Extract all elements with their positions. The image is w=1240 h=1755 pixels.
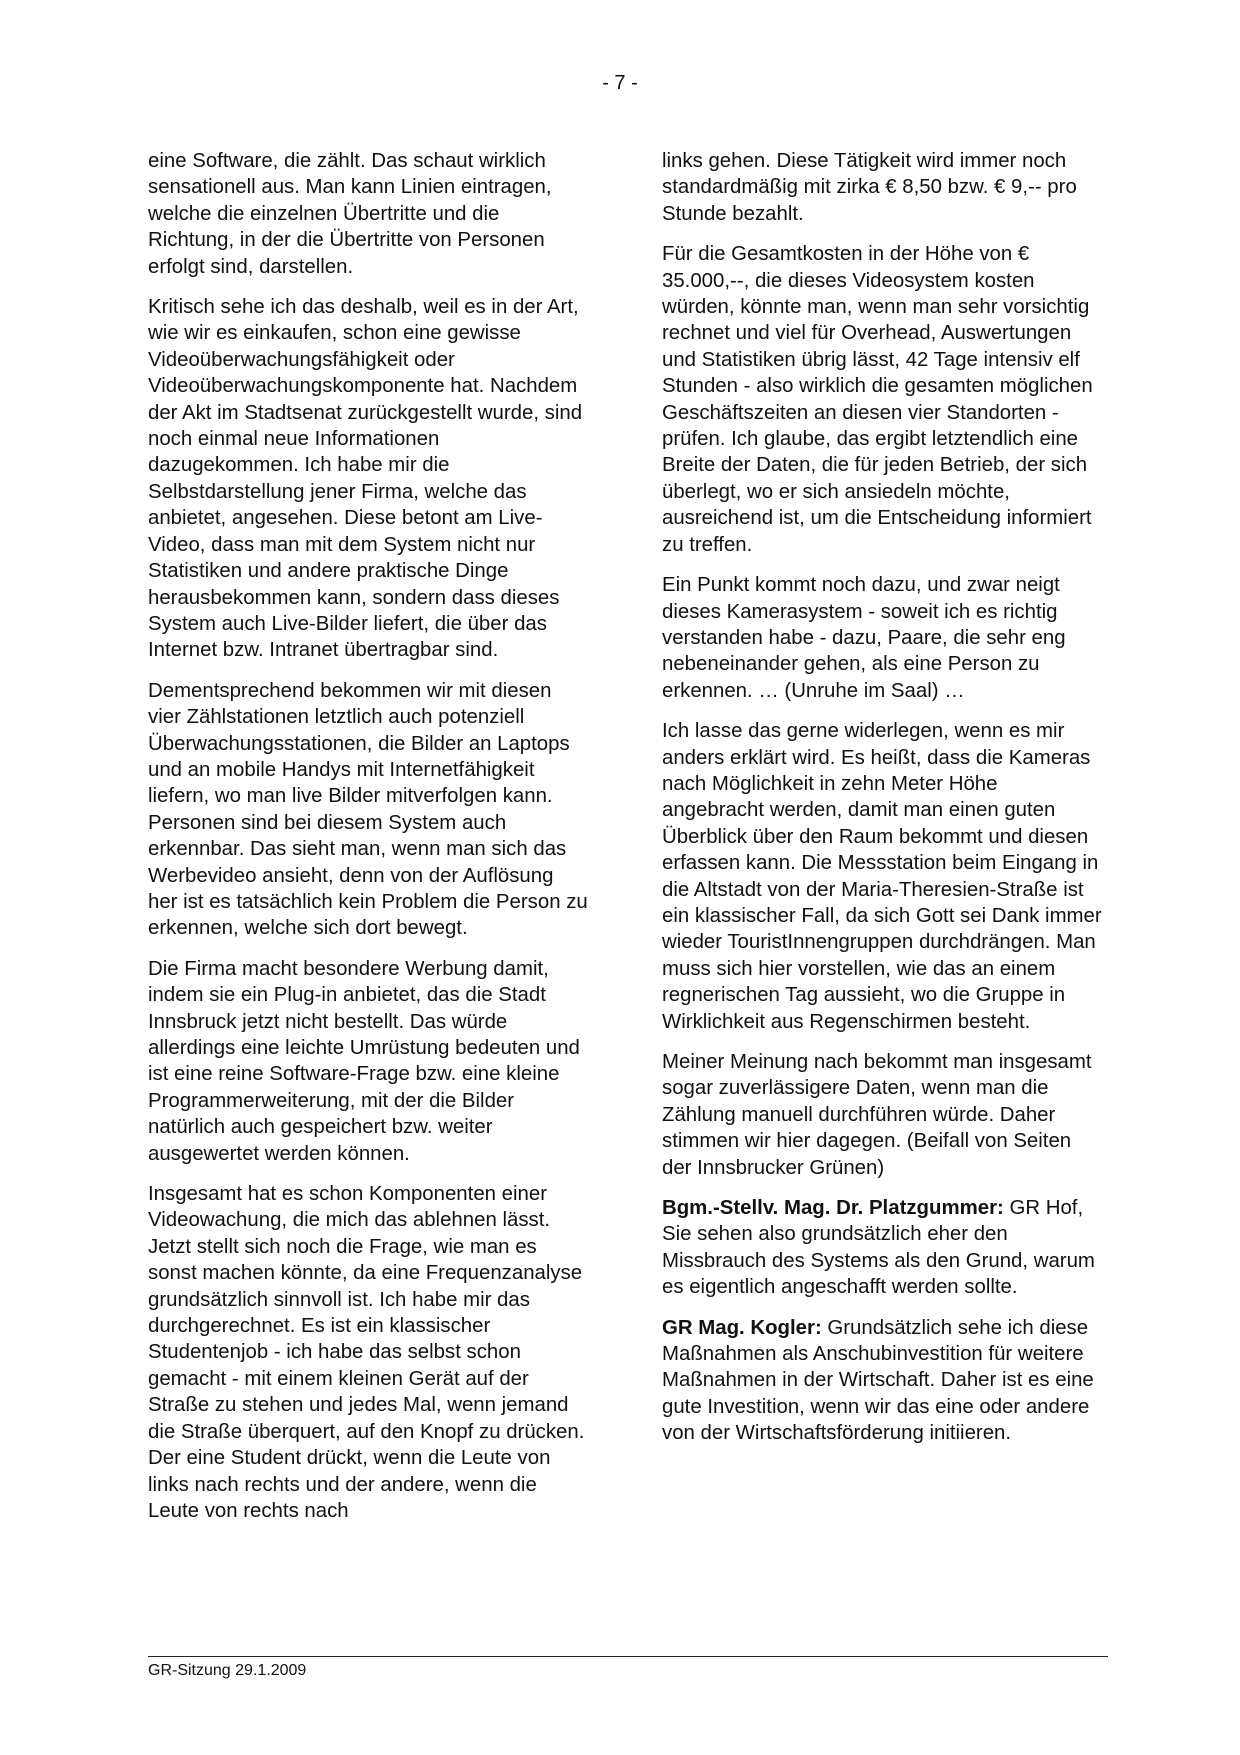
paragraph: links gehen. Diese Tätigkeit wird immer noch standardmäßig mit zirka € 8,50 bzw. € 9,-- pro Stunde bezahlt. xyxy=(662,150,1077,225)
paragraph: Dementsprechend bekommen wir mit diesen vier Zählstationen letztlich auch potenziell Überwachungsstationen, die Bilder an Laptops und an mobile Handys mit Internetfähigkeit liefern, wo man live Bilder mitverfolgen kann. Personen sind bei diesem System auch erkennbar. Das sieht man, wenn man sich das Werbevideo ansieht, denn von der Auflösung her ist es tatsächlich kein Problem die Person zu erkennen, welche sich dort bewegt. xyxy=(148,679,588,940)
right-column xyxy=(662,148,1102,1461)
paragraph: Ein Punkt kommt noch dazu, und zwar neigt dieses Kamerasystem - soweit ich es richtig verstanden habe - dazu, Paare, die sehr eng nebeneinander gehen, als eine Person zu erkennen. … (Unruhe im Saal) … xyxy=(662,574,1066,702)
footer-divider xyxy=(148,1656,1108,1657)
paragraph: eine Software, die zählt. Das schaut wirklich sensationell aus. Man kann Linien eintragen, welche die einzelnen Übertritte und die Richtung, in der die Übertritte von Personen erfolgt sind, darstellen. xyxy=(148,150,552,278)
footer-text: GR-Sitzung 29.1.2009 xyxy=(148,1662,307,1679)
speech-platzgummer xyxy=(662,1195,1102,1301)
speech-text: GR Hof, Sie sehen also grundsätzlich eher den Missbrauch des Systems als den Grund, warum es eigentlich angeschafft werden sollte. xyxy=(662,1197,1095,1299)
left-column xyxy=(148,148,588,1538)
speech-text: Grundsätzlich sehe ich diese Maßnahmen als Anschubinvestition für weitere Maßnahmen in der Wirtschaft. Daher ist es eine gute Investition, wenn wir das eine oder andere von der Wirtschaftsförderung initiieren. xyxy=(662,1316,1094,1445)
paragraph: Meiner Meinung nach bekommt man insgesamt sogar zuverlässigere Daten, wenn man die Zählung manuell durchführen würde. Daher stimmen wir hier dagegen. (Beifall von Seiten der Innsbrucker Grünen) xyxy=(662,1051,1092,1179)
paragraph: Kritisch sehe ich das deshalb, weil es in der Art, wie wir es einkaufen, schon eine gewisse Videoüberwachungsfähigkeit oder Videoüberwachungskomponente hat. Nachdem der Akt im Stadtsenat zurückgestellt wurde, sind noch einmal neue Informationen dazugekommen. Ich habe mir die Selbstdarstellung jener Firma, welche das anbietet, angesehen. Diese betont am Live-Video, dass man mit dem System nicht nur Statistiken und andere praktische Dinge herausbekommen kann, sondern dass dieses System auch Live-Bilder liefert, die über das Internet bzw. Intranet übertragbar sind. xyxy=(148,296,583,662)
page-number: - 7 - xyxy=(602,72,638,94)
speaker-name: Bgm.-Stellv. Mag. Dr. Platzgummer: xyxy=(662,1197,1004,1220)
paragraph: Für die Gesamtkosten in der Höhe von € 35.000,--, die dieses Videosystem kosten würden, könnte man, wenn man sehr vorsichtig rechnet und viel für Overhead, Auswertungen und Statistiken übrig lässt, 42 Tage intensiv elf Stunden - also wirklich die gesamten möglichen Geschäftszeiten an diesen vier Standorten - prüfen. Ich glaube, das ergibt letztendlich eine Breite der Daten, die für jeden Betrieb, der sich überlegt, wo er sich ansiedeln möchte, ausreichend ist, um die Entscheidung informiert zu treffen. xyxy=(662,243,1093,556)
paragraph: Insgesamt hat es schon Komponenten einer Videowachung, die mich das ablehnen lässt. Jetzt stellt sich noch die Frage, wie man es sonst machen könnte, da eine Frequenzanalyse grundsätzlich sinnvoll ist. Ich habe mir das durchgerechnet. Es ist ein klassischer Studentenjob - ich habe das selbst schon gemacht - mit einem kleinen Gerät auf der Straße zu stehen und jedes Mal, wenn jemand die Straße überquert, auf den Knopf zu drücken. Der eine Student drückt, wenn die Leute von links nach rechts und der andere, wenn die Leute von rechts nach xyxy=(148,1183,585,1522)
paragraph: Die Firma macht besondere Werbung damit, indem sie ein Plug-in anbietet, das die Stadt Innsbruck jetzt nicht bestellt. Das würde allerdings eine leichte Umrüstung bedeuten und ist eine reine Software-Frage bzw. eine kleine Programmerweiterung, mit der die Bilder natürlich auch gespeichert bzw. weiter ausgewertet werden können. xyxy=(148,957,580,1165)
paragraph: Ich lasse das gerne widerlegen, wenn es mir anders erklärt wird. Es heißt, dass die Kameras nach Möglichkeit in zehn Meter Höhe angebracht werden, damit man einen guten Überblick über den Raum bekommt und diesen erfassen kann. Die Messstation beim Eingang in die Altstadt von der Maria-Theresien-Straße ist ein klassischer Fall, da sich Gott sei Dank immer wieder TouristInnengruppen durchdrängen. Man muss sich hier vorstellen, wie das an einem regnerischen Tag aussieht, wo die Gruppe in Wirklichkeit aus Regenschirmen besteht. xyxy=(662,720,1102,1033)
speech-kogler xyxy=(662,1315,1102,1447)
speaker-name: GR Mag. Kogler: xyxy=(662,1316,822,1339)
